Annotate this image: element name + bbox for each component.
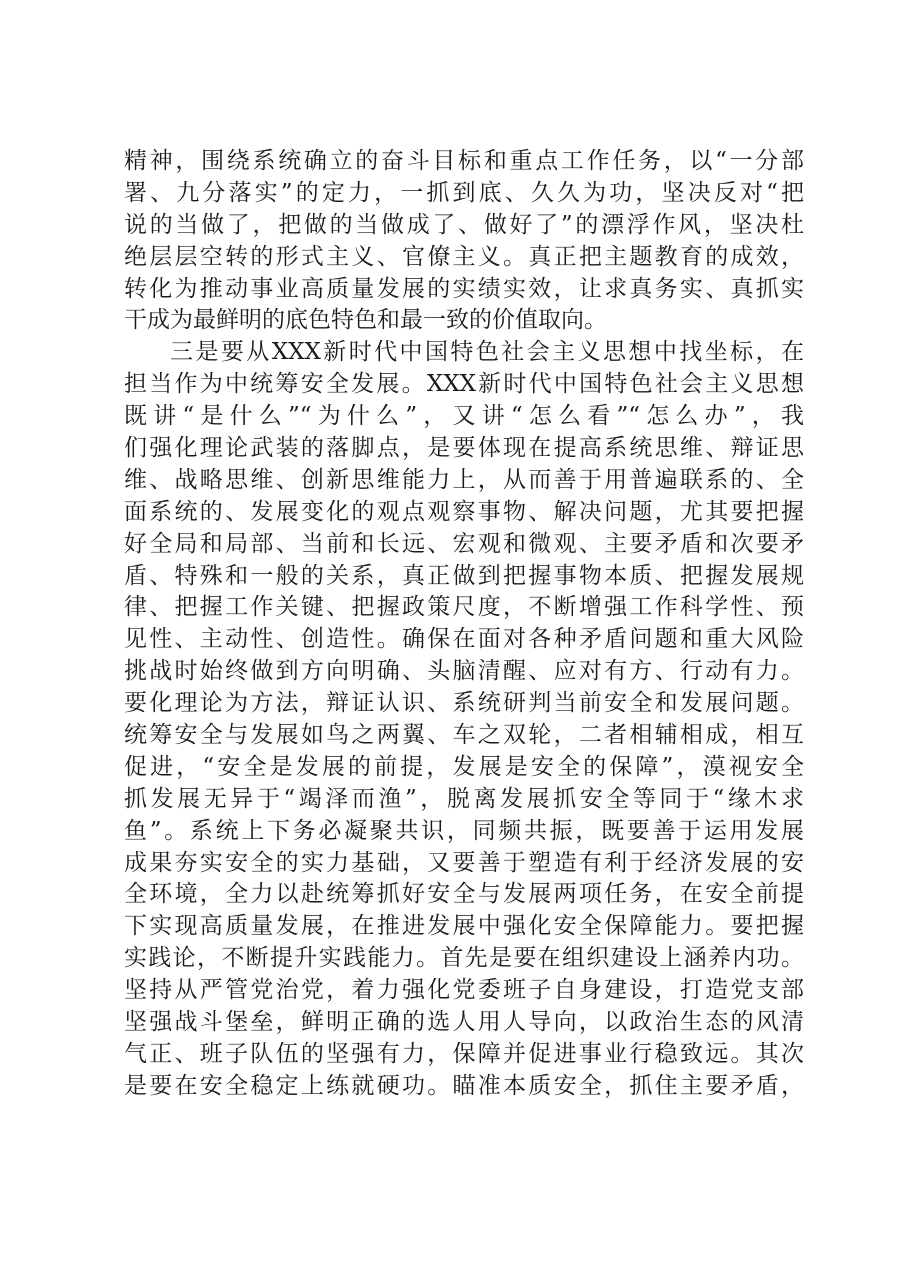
text-line: 成果夯实安全的实力基础，又要善于塑造有利于经济发展的安 (124, 849, 804, 876)
text-line: 维、战略思维、创新思维能力上，从而善于用普遍联系的、全 (124, 466, 804, 493)
text-line: 气正、班子队伍的坚强有力，保障并促进事业行稳致远。其次 (124, 1040, 804, 1067)
text-line: 下实现高质量发展，在推进发展中强化安全保障能力。要把握 (124, 913, 804, 940)
text-line: 转化为推动事业高质量发展的实绩实效，让求真务实、真抓实 (124, 275, 804, 302)
text-line: 促进，“安全是发展的前提，发展是安全的保障”，漠视安全 (124, 753, 804, 780)
text-line: 绝层层空转的形式主义、官僚主义。真正把主题教育的成效， (124, 243, 804, 270)
paragraph-start-line: 三是要从XXX新时代中国特色社会主义思想中找坐标，在 (170, 339, 804, 366)
text-line: 律、把握工作关键、把握政策尺度，不断增强工作科学性、预 (124, 594, 804, 621)
text-line: 干成为最鲜明的底色特色和最一致的价值取向。 (124, 307, 607, 334)
text-line: 精神，围绕系统确立的奋斗目标和重点工作任务，以“一分部 (124, 148, 804, 174)
text-line: 坚持从严管党治党，着力强化党委班子自身建设，打造党支部 (124, 977, 804, 1004)
text-line: 是要在安全稳定上练就硬功。瞄准本质安全，抓住主要矛盾， (124, 1072, 804, 1099)
text-line: 盾、特殊和一般的关系，真正做到把握事物本质、把握发展规 (124, 562, 804, 589)
text-line: 抓发展无异于“竭泽而渔”，脱离发展抓安全等同于“缘木求 (124, 785, 804, 812)
text-line: 要化理论为方法，辩证认识、系统研判当前安全和发展问题。 (124, 690, 804, 717)
text-line: 既讲“是什么”“为什么”，又讲“怎么看”“怎么办”，我 (124, 403, 804, 430)
text-line: 挑战时始终做到方向明确、头脑清醒、应对有方、行动有力。 (124, 658, 804, 685)
text-line: 们强化理论武装的落脚点，是要体现在提高系统思维、辩证思 (124, 435, 804, 462)
text-line: 坚强战斗堡垒，鲜明正确的选人用人导向，以政治生态的风清 (124, 1009, 804, 1036)
text-line: 见性、主动性、创造性。确保在面对各种矛盾问题和重大风险 (124, 626, 804, 653)
text-line: 面系统的、发展变化的观点观察事物、解决问题，尤其要把握 (124, 498, 804, 525)
text-line: 担当作为中统筹安全发展。XXX新时代中国特色社会主义思想 (124, 371, 804, 398)
text-line: 好全局和局部、当前和长远、宏观和微观、主要矛盾和次要矛 (124, 530, 804, 557)
text-line: 全环境，全力以赴统筹抓好安全与发展两项任务，在安全前提 (124, 881, 804, 908)
text-line: 统筹安全与发展如鸟之两翼、车之双轮，二者相辅相成，相互 (124, 722, 804, 749)
text-line: 署、九分落实”的定力，一抓到底、久久为功，坚决反对“把 (124, 179, 804, 206)
text-line: 说的当做了，把做的当做成了、做好了”的漂浮作风，坚决杜 (124, 211, 804, 238)
text-line: 鱼”。系统上下务必凝聚共识，同频共振，既要善于运用发展 (124, 817, 804, 844)
text-line: 实践论，不断提升实践能力。首先是要在组织建设上涵养内功。 (124, 945, 804, 972)
body-text (124, 146, 804, 1103)
